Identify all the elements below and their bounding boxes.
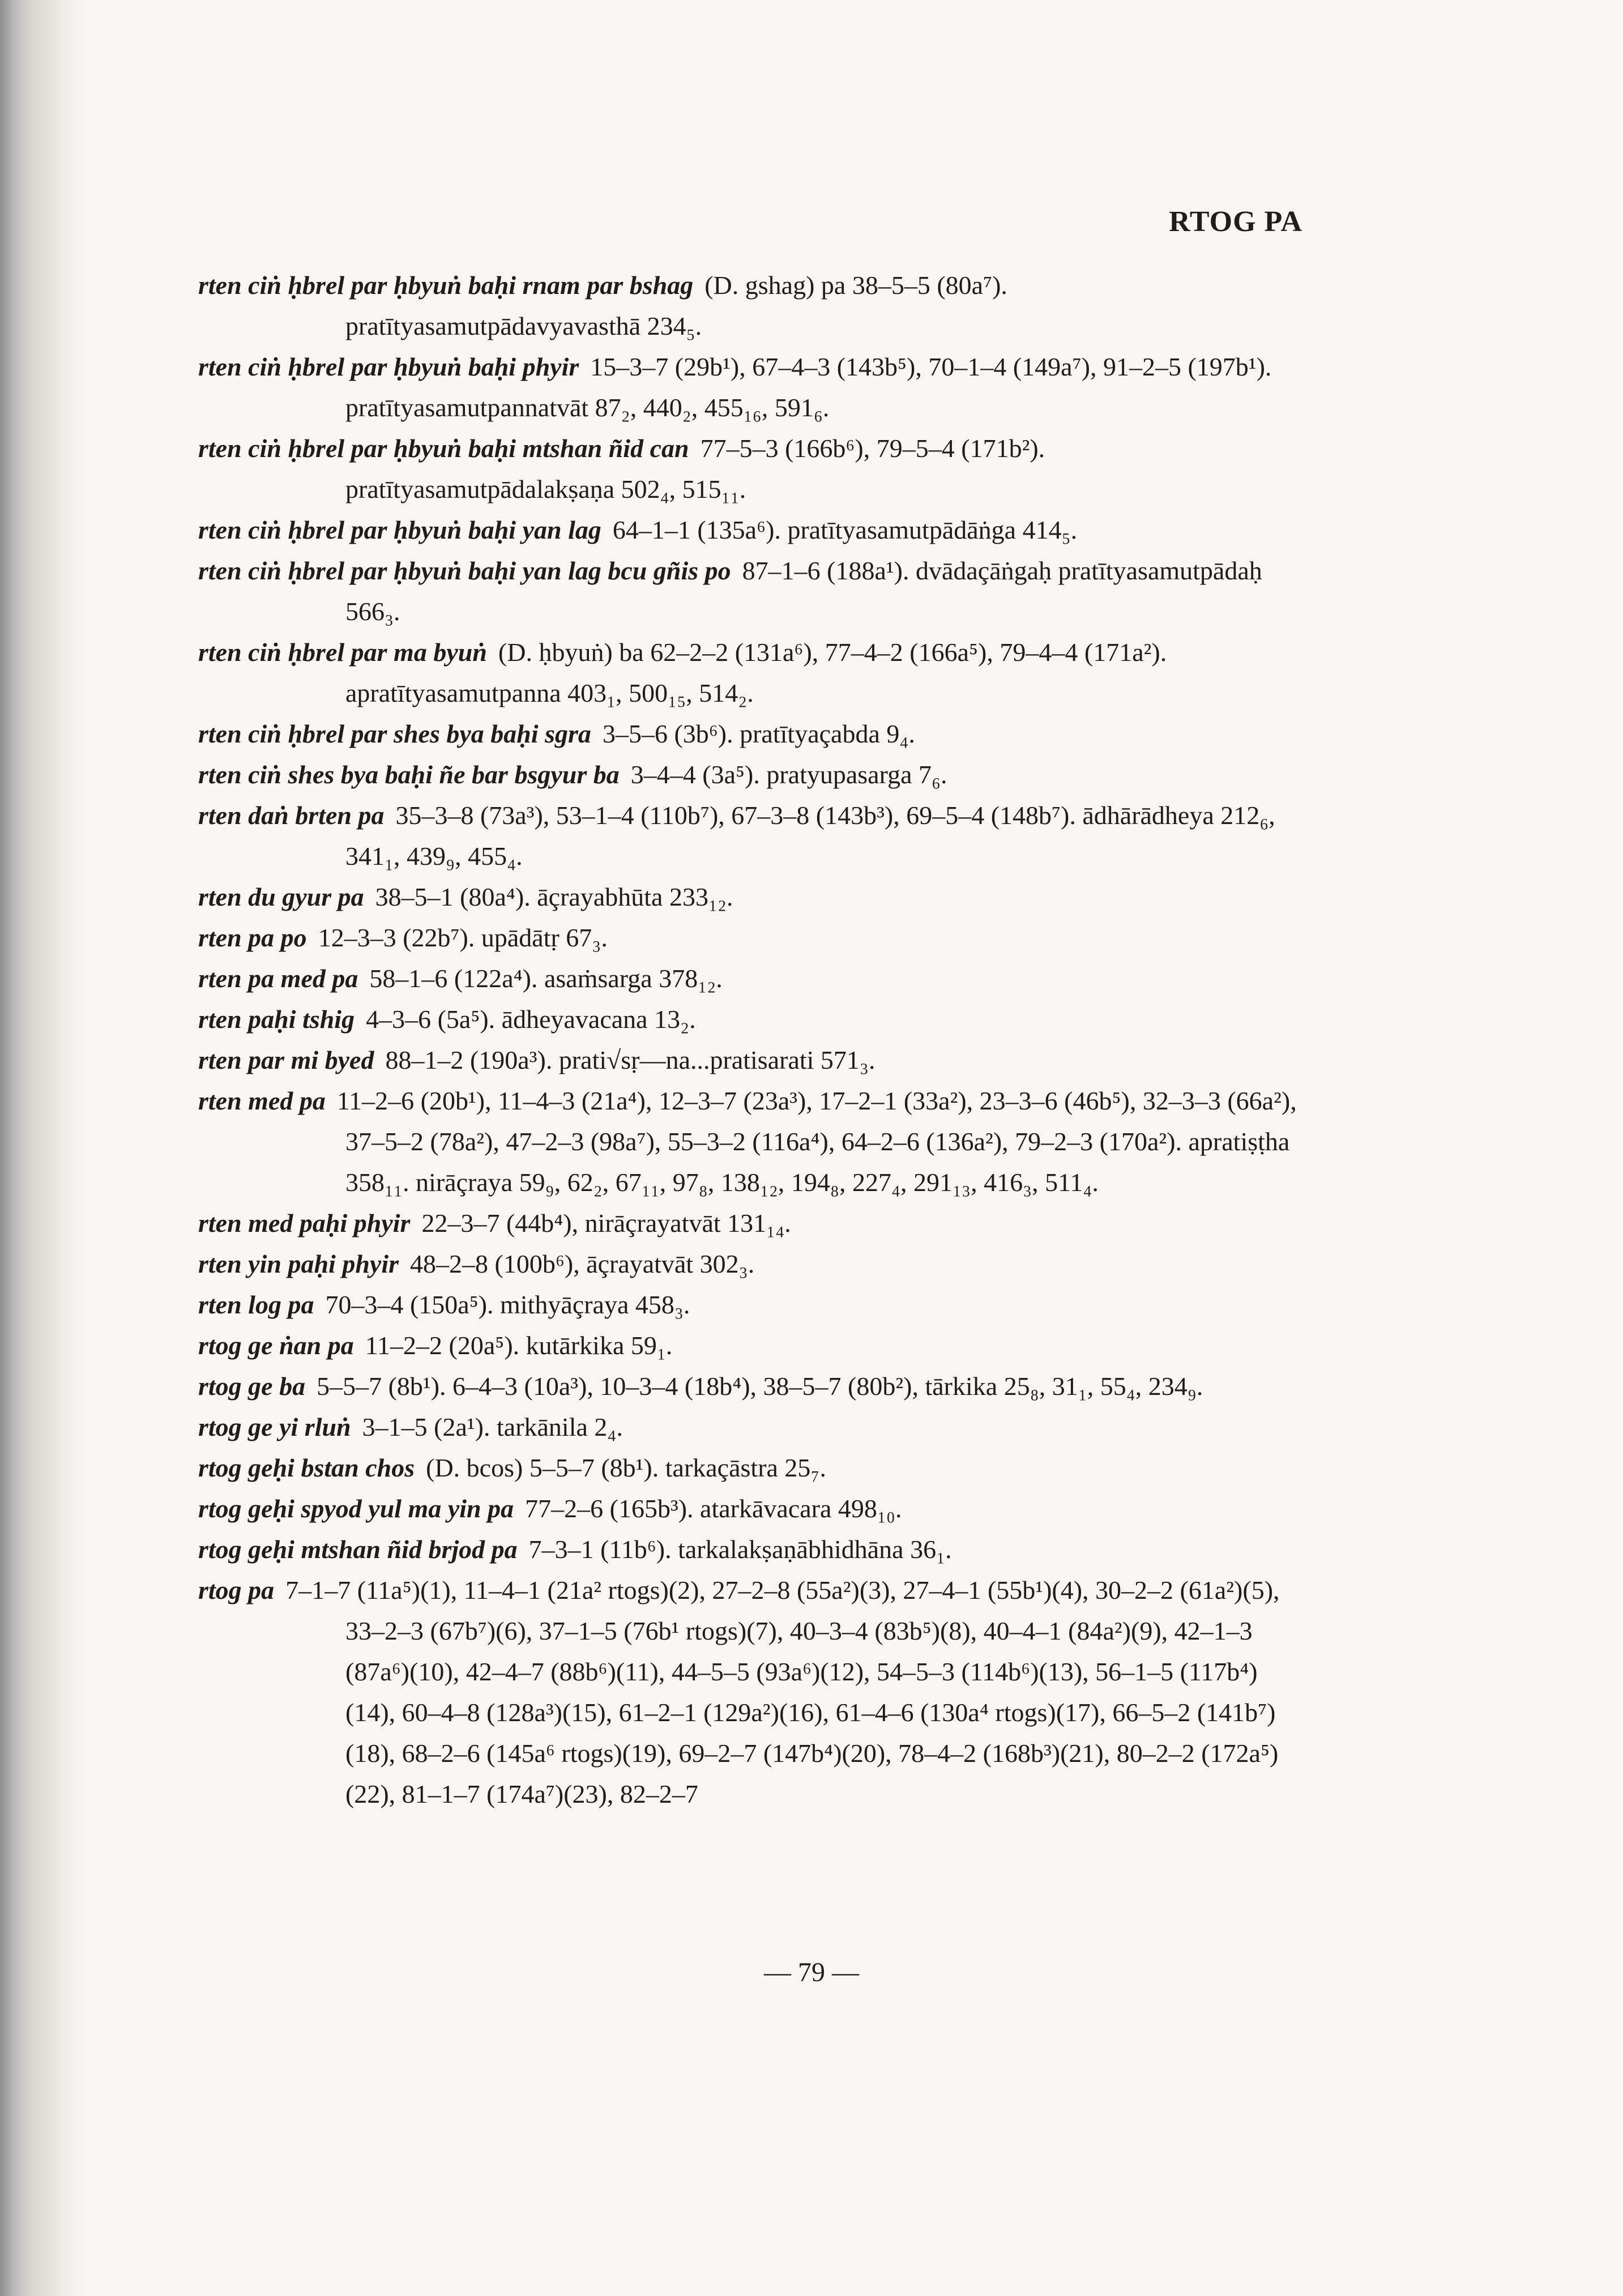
entry-term: rten yin paḥi phyir xyxy=(198,1249,399,1278)
entry-term: rten pa med pa xyxy=(198,964,358,993)
entry-body: 48–2–8 (100b⁶), āçrayatvāt 302₃. xyxy=(410,1249,755,1278)
entry-body: 3–1–5 (2a¹). tarkānila 2₄. xyxy=(362,1412,623,1441)
dictionary-entry xyxy=(198,754,1302,795)
binding-shadow xyxy=(0,0,85,2296)
dictionary-entry xyxy=(198,1570,1302,1815)
entry-body: 11–2–6 (20b¹), 11–4–3 (21a⁴), 12–3–7 (23a³), 17–2–1 (33a²), 23–3–6 (46b⁵), 32–3–3 (66a²), 37–5–2 (78a²), 47–2–3 (98a⁷), 55–3–2 (116a⁴), 64–2–6 (136a²), 79–2–3 (170a²). apratiṣṭha 358₁₁. nirāçraya 59₉, 62₂, 67₁₁, 97₈, 138₁₂, 194₈, 227₄, 291₁₃, 416₃, 511₄. xyxy=(336,1086,1297,1197)
dictionary-entry xyxy=(198,1081,1302,1203)
dictionary-entry xyxy=(198,550,1302,632)
entry-term: rten ciṅ ḥbrel par ma byuṅ xyxy=(198,638,487,667)
dictionary-entry xyxy=(198,428,1302,510)
entry-body: 3–5–6 (3b⁶). pratītyaçabda 9₄. xyxy=(602,719,915,748)
entry-body: 5–5–7 (8b¹). 6–4–3 (10a³), 10–3–4 (18b⁴), 38–5–7 (80b²), tārkika 25₈, 31₁, 55₄, 234₉. xyxy=(317,1372,1203,1401)
dictionary-entry xyxy=(198,958,1302,999)
dictionary-entry xyxy=(198,632,1302,714)
entry-body: 38–5–1 (80a⁴). āçrayabhūta 233₁₂. xyxy=(375,882,733,911)
entry-body: 87–1–6 (188a¹). dvādaçāṅgaḥ pratītyasamutpādaḥ 566₃. xyxy=(345,556,1262,626)
entry-body: (D. gshag) pa 38–5–5 (80a⁷). pratītyasamutpādavyavasthā 234₅. xyxy=(345,271,1007,340)
entry-body: 77–5–3 (166b⁶), 79–5–4 (171b²). pratītyasamutpādalakṣaṇa 502₄, 515₁₁. xyxy=(345,434,1045,503)
dictionary-entry xyxy=(198,265,1302,347)
dictionary-entry xyxy=(198,877,1302,917)
dictionary-entry xyxy=(198,1040,1302,1081)
entry-term: rtog pa xyxy=(198,1576,275,1604)
entry-term: rten ciṅ ḥbrel par ḥbyuṅ baḥi phyir xyxy=(198,352,579,381)
entry-term: rten par mi byed xyxy=(198,1045,374,1074)
dictionary-entry xyxy=(198,347,1302,428)
entry-body: 64–1–1 (135a⁶). pratītyasamutpādāṅga 414₅. xyxy=(612,515,1078,544)
dictionary-entry xyxy=(198,1203,1302,1244)
entry-body: 7–1–7 (11a⁵)(1), 11–4–1 (21a² rtogs)(2), 27–2–8 (55a²)(3), 27–4–1 (55b¹)(4), 30–2–2 (61a²)(5), 33–2–3 (67b⁷)(6), 37–1–5 (76b¹ rtogs)(7), 40–3–4 (83b⁵)(8), 40–4–1 (84a²)(9), 42–1–3 (87a⁶)(10), 42–4–7 (88b⁶)(11), 44–5–5 (93a⁶)(12), 54–5–3 (114b⁶)(13), 56–1–5 (117b⁴)(14), 60–4–8 (128a³)(15), 61–2–1 (129a²)(16), 61–4–6 (130a⁴ rtogs)(17), 66–5–2 (141b⁷)(18), 68–2–6 (145a⁶ rtogs)(19), 69–2–7 (147b⁴)(20), 78–4–2 (168b³)(21), 80–2–2 (172a⁵)(22), 81–1–7 (174a⁷)(23), 82–2–7 xyxy=(285,1576,1280,1808)
entry-term: rten ciṅ ḥbrel par ḥbyuṅ baḥi yan lag xyxy=(198,515,601,544)
entry-body: 22–3–7 (44b⁴), nirāçrayatvāt 131₁₄. xyxy=(421,1209,791,1237)
entry-term: rtog geḥi spyod yul ma yin pa xyxy=(198,1494,514,1523)
dictionary-entry xyxy=(198,1284,1302,1325)
entry-term: rten ciṅ shes bya baḥi ñe bar bsgyur ba xyxy=(198,760,620,789)
entry-body: 77–2–6 (165b³). atarkāvacara 498₁₀. xyxy=(525,1494,902,1523)
entry-term: rten du gyur pa xyxy=(198,882,364,911)
entry-body: 7–3–1 (11b⁶). tarkalakṣaṇābhidhāna 36₁. xyxy=(528,1535,952,1564)
dictionary-entry xyxy=(198,917,1302,958)
dictionary-entry xyxy=(198,714,1302,754)
entry-body: 88–1–2 (190a³). prati√sṛ—na...pratisarati 571₃. xyxy=(385,1045,875,1074)
dictionary-entry xyxy=(198,1407,1302,1448)
entry-term: rten med paḥi phyir xyxy=(198,1209,411,1237)
dictionary-entry xyxy=(198,1488,1302,1529)
entry-term: rten ciṅ ḥbrel par ḥbyuṅ baḥi rnam par bshag xyxy=(198,271,694,300)
entry-term: rten daṅ brten pa xyxy=(198,801,385,830)
entry-body: (D. ḥbyuṅ) ba 62–2–2 (131a⁶), 77–4–2 (166a⁵), 79–4–4 (171a²). apratītyasamutpanna 403₁, 500₁₅, 514₂. xyxy=(345,638,1167,707)
running-header: RTOG PA xyxy=(1169,206,1302,238)
entry-body: 35–3–8 (73a³), 53–1–4 (110b⁷), 67–3–8 (143b³), 69–5–4 (148b⁷). ādhārādheya 212₆, 341₁, 439₉, 455₄. xyxy=(345,801,1275,870)
entry-body: 12–3–3 (22b⁷). upādātṛ 67₃. xyxy=(318,923,608,952)
entry-term: rtog geḥi bstan chos xyxy=(198,1453,415,1482)
dictionary-entry xyxy=(198,795,1302,877)
entry-term: rten ciṅ ḥbrel par ḥbyuṅ baḥi yan lag bcu gñis po xyxy=(198,556,731,585)
dictionary-entry xyxy=(198,1448,1302,1488)
entry-term: rten paḥi tshig xyxy=(198,1005,355,1034)
dictionary-entry xyxy=(198,999,1302,1040)
entry-term: rtog ge ba xyxy=(198,1372,306,1401)
entry-term: rtog ge ṅan pa xyxy=(198,1331,354,1360)
entry-body: 58–1–6 (122a⁴). asaṁsarga 378₁₂. xyxy=(369,964,723,993)
entry-term: rten pa po xyxy=(198,923,307,952)
page-number: — 79 — xyxy=(764,1957,859,1987)
dictionary-entry xyxy=(198,1325,1302,1366)
entry-term: rtog ge yi rluṅ xyxy=(198,1412,351,1441)
entry-body: 4–3–6 (5a⁵). ādheyavacana 13₂. xyxy=(366,1005,696,1034)
entry-term: rten log pa xyxy=(198,1290,314,1319)
dictionary-entry xyxy=(198,1244,1302,1284)
dictionary-entry xyxy=(198,510,1302,550)
dictionary-entries xyxy=(198,265,1302,1815)
entry-term: rten med pa xyxy=(198,1086,326,1115)
entry-body: 70–3–4 (150a⁵). mithyāçraya 458₃. xyxy=(325,1290,690,1319)
entry-term: rten ciṅ ḥbrel par shes bya baḥi sgra xyxy=(198,719,591,748)
dictionary-entry xyxy=(198,1529,1302,1570)
dictionary-entry xyxy=(198,1366,1302,1407)
entry-body: 11–2–2 (20a⁵). kutārkika 59₁. xyxy=(365,1331,673,1360)
entry-body: 3–4–4 (3a⁵). pratyupasarga 7₆. xyxy=(630,760,947,789)
entry-body: (D. bcos) 5–5–7 (8b¹). tarkaçāstra 25₇. xyxy=(426,1453,826,1482)
entry-term: rten ciṅ ḥbrel par ḥbyuṅ baḥi mtshan ñid can xyxy=(198,434,689,463)
entry-term: rtog geḥi mtshan ñid brjod pa xyxy=(198,1535,518,1564)
entry-body: 15–3–7 (29b¹), 67–4–3 (143b⁵), 70–1–4 (149a⁷), 91–2–5 (197b¹). pratītyasamutpannatvāt 87₂, 440₂, 455₁₆, 591₆. xyxy=(345,352,1272,422)
